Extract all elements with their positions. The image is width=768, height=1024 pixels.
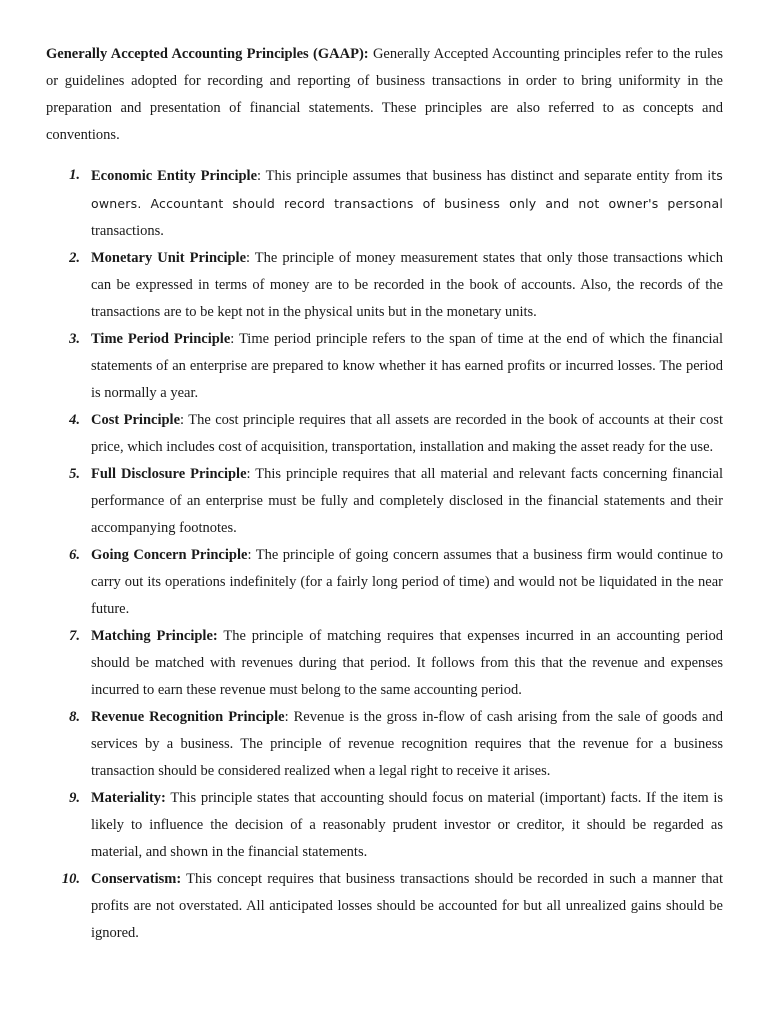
principle-name: Cost Principle: [91, 412, 181, 428]
principle-item-cost: [46, 407, 723, 461]
principle-text: This principle assumes that business has distinct and separate entity from: [261, 168, 708, 184]
principle-item-conservatism: [46, 866, 723, 947]
document-page: [46, 41, 723, 947]
principle-item-economic-entity: [46, 162, 723, 245]
principle-separator: :: [246, 250, 251, 266]
principle-separator: :: [246, 466, 251, 482]
intro-term: Generally Accepted Accounting Principles (GAAP):: [46, 46, 369, 62]
item-number: 1.: [69, 167, 80, 183]
principles-list: [46, 162, 723, 947]
principle-separator: :: [247, 547, 252, 563]
item-number: 5.: [69, 466, 80, 482]
item-number: 8.: [69, 709, 80, 725]
item-number: 3.: [69, 331, 80, 347]
item-number: 4.: [69, 412, 80, 428]
item-number: 10.: [61, 871, 80, 887]
principle-text: The cost principle requires that all assets are recorded in the book of accounts at their cost price, which includes cost of acquisition, transportation, installation and making the asset ready for the use.: [91, 412, 724, 455]
principle-name: Economic Entity Principle: [91, 168, 258, 184]
principle-item-monetary-unit: [46, 245, 723, 326]
principle-separator: :: [230, 331, 235, 347]
principle-text: The principle of going concern assumes that a business firm would continue to carry out its operations indefinitely (for a fairly long period of time) and would not be liquidated in the near future.: [91, 547, 723, 617]
item-number: 2.: [69, 250, 80, 266]
principle-name: Materiality:: [91, 790, 166, 806]
principle-separator: :: [284, 709, 289, 725]
principle-text: This principle requires that all material and relevant facts concerning financial performance of an enterprise must be fully and completely disclosed in the financial statements and their accompanying footnotes.: [91, 466, 723, 536]
principle-item-revenue-recognition: [46, 704, 723, 785]
principle-name: Monetary Unit Principle: [91, 250, 247, 266]
principle-item-time-period: [46, 326, 723, 407]
principle-item-full-disclosure: [46, 461, 723, 542]
principle-text: This principle states that accounting should focus on material (important) facts. If the item is likely to influence the decision of a reasonably prudent investor or creditor, it should be regarded as material, and shown in the financial statements.: [91, 790, 723, 860]
principle-text-alt-font: its owners. Accountant should record transactions of business only and not owner's personal: [91, 168, 724, 211]
principle-text: Revenue is the gross in-flow of cash arising from the sale of goods and services by a business. The principle of revenue recognition requires that the revenue for a business transaction should be considered realized when a legal right to receive it arises.: [91, 709, 723, 779]
principle-text: Time period principle refers to the span of time at the end of which the financial statements of an enterprise are prepared to know whether it has earned profits or incurred losses. The period is normally a year.: [91, 331, 723, 401]
principle-name: Conservatism:: [91, 871, 182, 887]
intro-paragraph: [46, 41, 723, 149]
principle-name: Time Period Principle: [91, 331, 231, 347]
principle-name: Full Disclosure Principle: [91, 466, 247, 482]
principle-text: This concept requires that business transactions should be recorded in such a manner that profits are not overstated. All anticipated losses should be accounted for but all unrealized gains should be ignored.: [91, 871, 723, 941]
principle-name: Revenue Recognition Principle: [91, 709, 285, 725]
principle-separator: :: [180, 412, 185, 428]
item-number: 9.: [69, 790, 80, 806]
principle-text: The principle of matching requires that expenses incurred in an accounting period should be matched with revenues during that period. It follows from this that the revenue and expenses incurred to earn these revenue must belong to the same accounting period.: [91, 628, 723, 698]
principle-item-matching: [46, 623, 723, 704]
principle-text-end: transactions.: [91, 223, 164, 239]
principle-item-going-concern: [46, 542, 723, 623]
item-number: 7.: [69, 628, 80, 644]
principle-name: Going Concern Principle: [91, 547, 248, 563]
principle-name: Matching Principle:: [91, 628, 218, 644]
principle-text: The principle of money measurement states that only those transactions which can be expressed in terms of money are to be recorded in the book of accounts. Also, the records of the transactions are to be kept not in the physical units but in the monetary units.: [91, 250, 723, 320]
principle-separator: :: [257, 168, 262, 184]
item-number: 6.: [69, 547, 80, 563]
principle-item-materiality: [46, 785, 723, 866]
intro-text: Generally Accepted Accounting principles refer to the rules or guidelines adopted for recording and reporting of business transactions in order to bring uniformity in the preparation and presentation of financial statements. These principles are also referred to as concepts and conventions.: [46, 46, 723, 143]
